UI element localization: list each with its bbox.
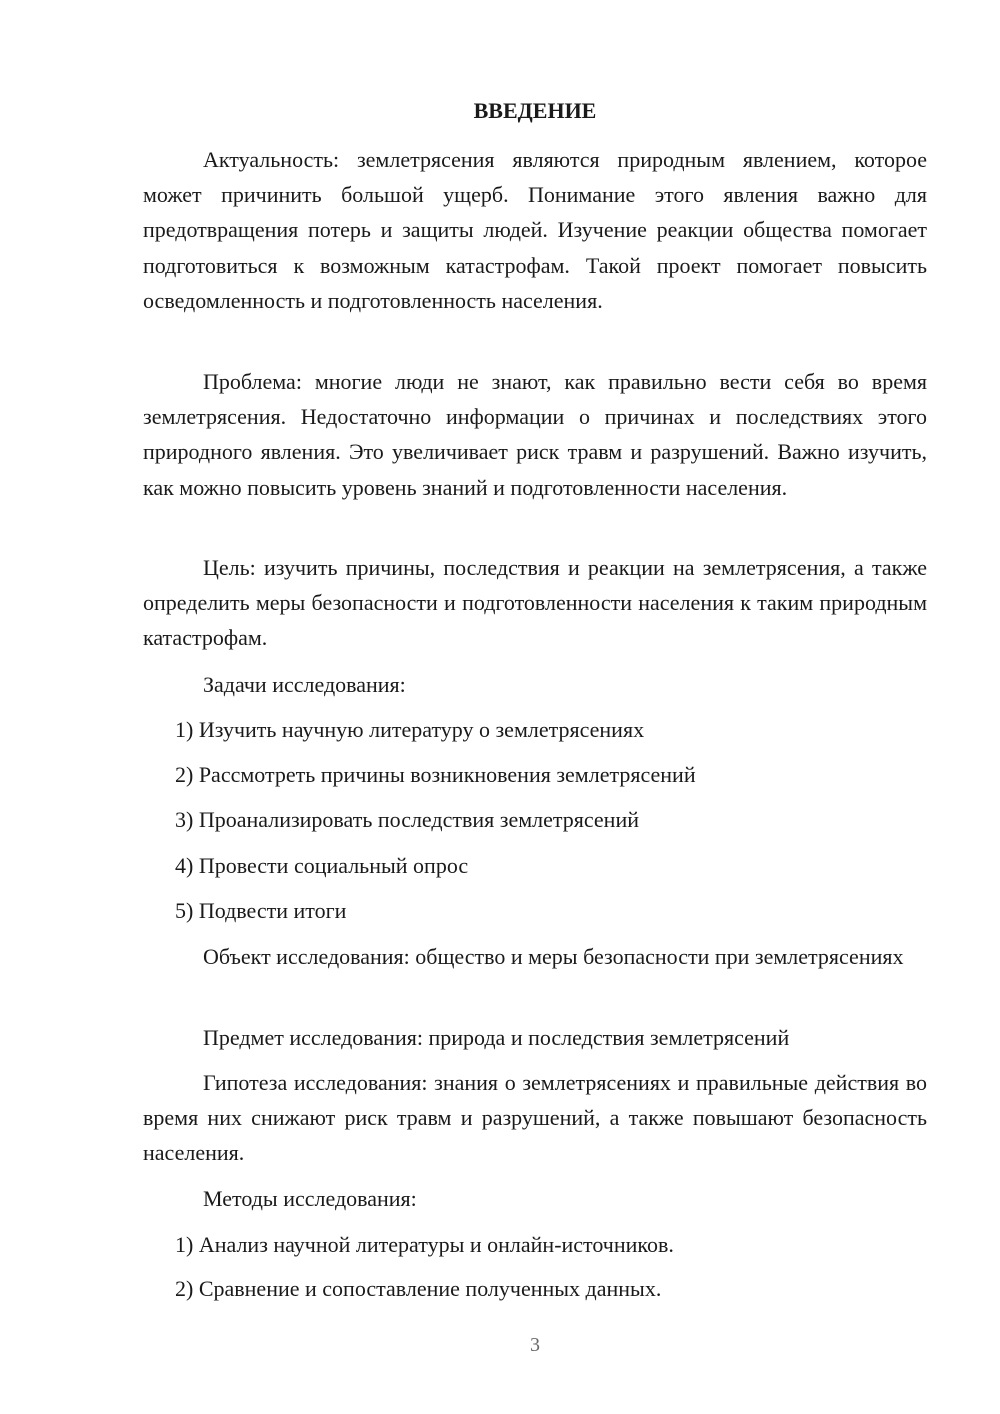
tasks-title: Задачи исследования: <box>203 672 406 697</box>
list-item: 1) Анализ научной литературы и онлайн-источников. <box>175 1232 674 1257</box>
paragraph-problem: Проблема: многие люди не знают, как правильно вести себя во время землетрясения. Недостаточно информации о причинах и последствиях этого природного явления. Это увеличивает риск травм и разрушений. Важно изучить, как можно повысить уровень знаний и подготовленности населения. <box>143 369 927 500</box>
paragraph-object: Объект исследования: общество и меры безопасности при землетрясениях <box>203 944 904 969</box>
paragraph-goal: Цель: изучить причины, последствия и реакции на землетрясения, а также определить меры безопасности и подготовленности населения к таким природным катастрофам. <box>143 555 927 651</box>
list-item: 2) Сравнение и сопоставление полученных данных. <box>175 1276 662 1301</box>
page-number: 3 <box>530 1334 540 1356</box>
methods-title: Методы исследования: <box>203 1186 417 1211</box>
paragraph-subject: Предмет исследования: природа и последствия землетрясений <box>203 1025 790 1050</box>
list-item: 1) Изучить научную литературу о землетрясениях <box>175 717 645 742</box>
paragraph-relevance: Актуальность: землетрясения являются природным явлением, которое может причинить большой ущерб. Понимание этого явления важно для предотвращения потерь и защиты людей. Изучение реакции общества помогает подготовиться к возможным катастрофам. Такой проект помогает повысить осведомленность и подготовленность населения. <box>143 147 927 313</box>
list-item: 3) Проанализировать последствия землетрясений <box>175 807 639 832</box>
paragraph-hypothesis: Гипотеза исследования: знания о землетрясениях и правильные действия во время них снижают риск травм и разрушений, а также повышают безопасность населения. <box>143 1070 927 1166</box>
list-item: 4) Провести социальный опрос <box>175 853 469 878</box>
section-heading: ВВЕДЕНИЕ <box>473 98 597 123</box>
list-item: 2) Рассмотреть причины возникновения землетрясений <box>175 762 696 787</box>
list-item: 5) Подвести итоги <box>175 898 347 923</box>
